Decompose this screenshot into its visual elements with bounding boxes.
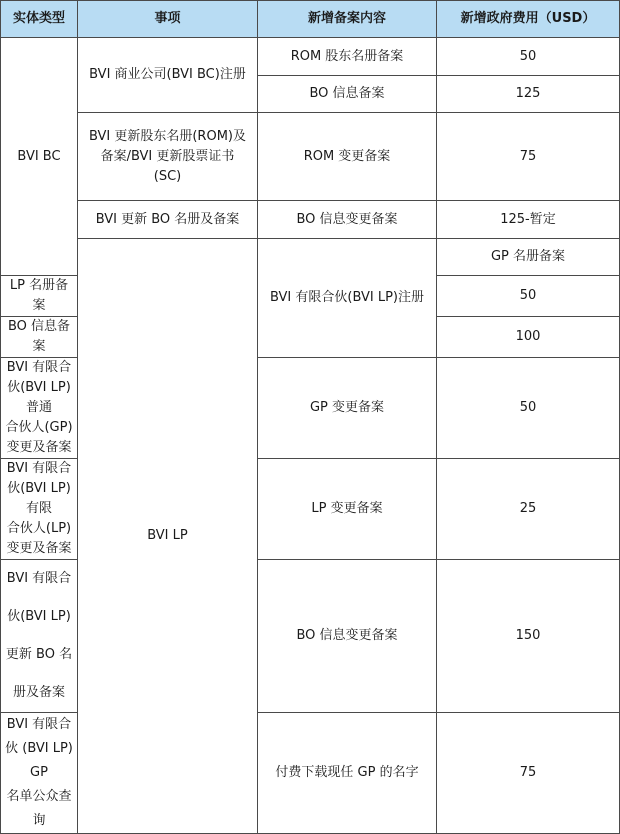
filing-content-cell: BO 信息变更备案 bbox=[258, 560, 437, 713]
fee-cell: 150 bbox=[437, 560, 620, 713]
matter-line: BVI 有限合伙(BVI LP)有限 bbox=[6, 461, 72, 516]
matter-cell bbox=[1, 713, 78, 834]
matter-line: 备案/BVI 更新股票证书 bbox=[100, 148, 235, 164]
matter-cell bbox=[1, 459, 78, 560]
matter-line: 合伙人(LP)变更及备案 bbox=[6, 521, 72, 556]
fee-cell: 25 bbox=[437, 459, 620, 560]
matter-cell bbox=[78, 38, 258, 113]
filing-content-cell: 付费下载现任 GP 的名字 bbox=[258, 713, 437, 834]
filing-content-cell: LP 名册备案 bbox=[1, 276, 78, 317]
table-row bbox=[1, 38, 620, 76]
matter-cell bbox=[1, 560, 78, 713]
fee-cell: 125 bbox=[437, 76, 620, 113]
table-row bbox=[1, 201, 620, 239]
header-entity-type: 实体类型 bbox=[1, 1, 78, 38]
filing-content-cell: LP 变更备案 bbox=[258, 459, 437, 560]
entity-type-cell: BVI LP bbox=[78, 239, 258, 834]
matter-line: 更新 BO 名册及备案 bbox=[5, 647, 73, 700]
matter-line: BVI 商业公司(BVI BC)注册 bbox=[89, 67, 246, 82]
fee-cell: 50 bbox=[437, 358, 620, 459]
fee-cell: 125-暂定 bbox=[437, 201, 620, 239]
fee-cell: 50 bbox=[437, 38, 620, 76]
filing-content-cell: GP 名册备案 bbox=[437, 239, 620, 276]
filing-content-cell: BO 信息备案 bbox=[258, 76, 437, 113]
table-row bbox=[1, 113, 620, 201]
fee-cell: 50 bbox=[437, 276, 620, 317]
matter-line: (SC) bbox=[153, 168, 182, 184]
matter-line: 合伙人(GP)变更及备案 bbox=[5, 420, 73, 455]
matter-line: BVI 有限合伙(BVI LP) bbox=[6, 571, 72, 624]
matter-line: BVI 更新 BO 名册及备案 bbox=[95, 211, 240, 227]
fee-cell: 75 bbox=[437, 713, 620, 834]
matter-cell bbox=[78, 201, 258, 239]
header-matter: 事项 bbox=[78, 1, 258, 38]
header-row bbox=[1, 1, 620, 38]
table-body bbox=[1, 38, 620, 834]
matter-line: BVI 有限合伙(BVI LP)注册 bbox=[270, 290, 424, 305]
matter-cell bbox=[78, 113, 258, 201]
entity-type-cell: BVI BC bbox=[1, 38, 78, 276]
filing-content-cell: BO 信息变更备案 bbox=[258, 201, 437, 239]
matter-cell bbox=[1, 358, 78, 459]
matter-line: 名单公众查询 bbox=[6, 789, 72, 828]
filing-content-cell: ROM 变更备案 bbox=[258, 113, 437, 201]
table-row bbox=[1, 239, 620, 276]
matter-line: BVI 有限合伙 (BVI LP) GP bbox=[5, 717, 73, 780]
filing-content-cell: GP 变更备案 bbox=[258, 358, 437, 459]
fee-cell: 100 bbox=[437, 317, 620, 358]
matter-cell bbox=[258, 239, 437, 358]
header-filing-content: 新增备案内容 bbox=[258, 1, 437, 38]
matter-line: BVI 更新股东名册(ROM)及 bbox=[88, 128, 246, 144]
matter-line: BVI 有限合伙(BVI LP)普通 bbox=[6, 360, 72, 415]
filing-content-cell: BO 信息备案 bbox=[1, 317, 78, 358]
header-government-fee: 新增政府费用（USD） bbox=[437, 1, 620, 38]
fee-cell: 75 bbox=[437, 113, 620, 201]
filing-content-cell: ROM 股东名册备案 bbox=[258, 38, 437, 76]
